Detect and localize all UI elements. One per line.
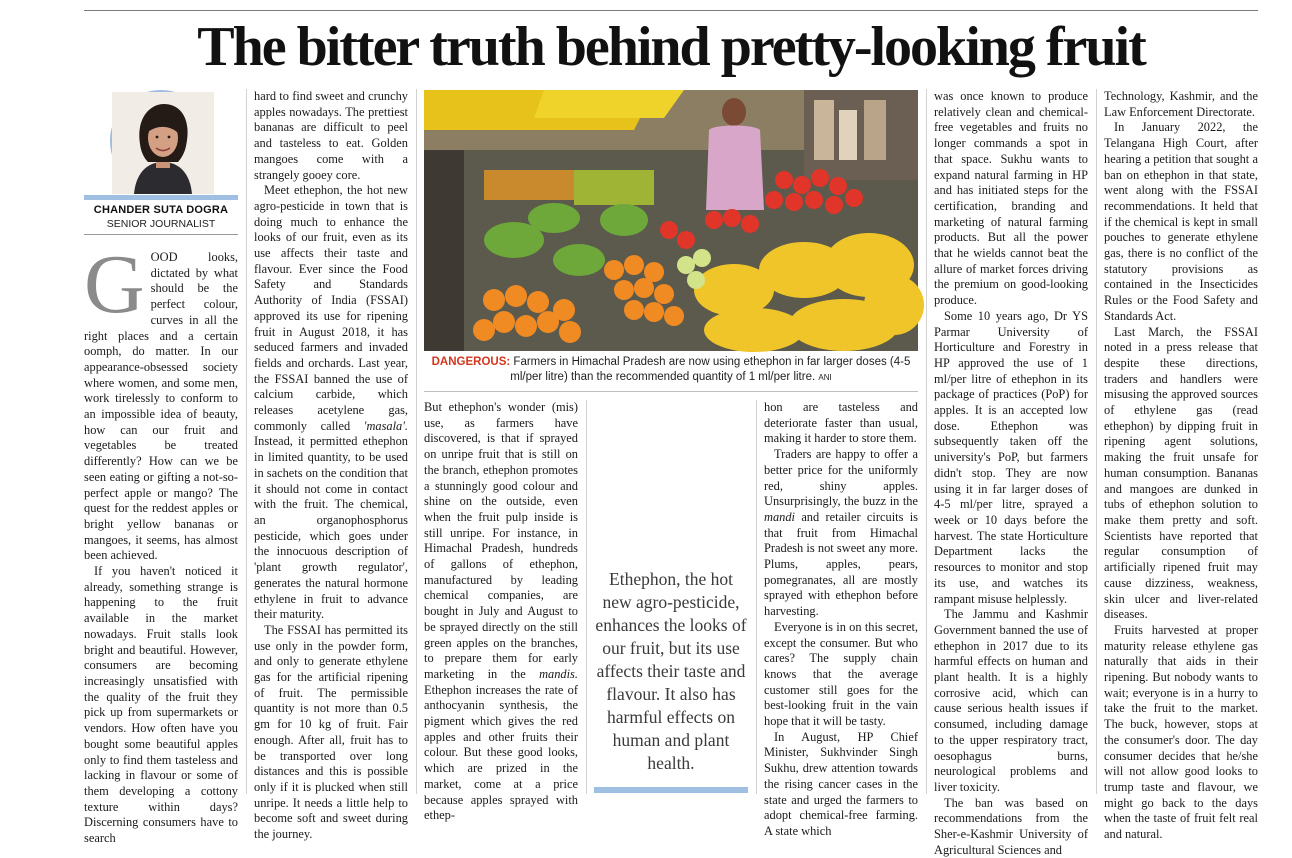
column-divider [756, 400, 757, 794]
caption-text: Farmers in Himachal Pradesh are now using ethephon in far larger doses (4-5 ml/per litre) than the recommended quantity of 1 ml/per litre. [510, 356, 911, 383]
author-divider [84, 234, 238, 235]
column-divider [926, 89, 927, 794]
column-divider [1096, 89, 1097, 794]
paragraph: In August, HP Chief Minister, Sukhvinder Singh Sukhu, drew attention towards the rising cancer cases in the state and urged the farmers to adopt chemical-free farming. A state which [764, 729, 918, 838]
paragraph: In January 2022, the Telangana High Court, after hearing a petition that sought a ban on ethephon in that state, went along with the FSSAI recommendations. It held that if the chemical is kept in small pouches to generate ethylene gas, there is no conflict of the statutory provisions as contained in the Insecticides Rules or the Food Safety and Standards Act. [1104, 120, 1258, 323]
paragraph: Fruits harvested at proper maturity release ethylene gas naturally that aids in their ripening. But nobody wants to wait; everyone is in a hurry to take the fruit to the market. The buck, however, stops at the consumer's door. The day consumer decides that he/she will not allow good looks to trump taste and flavour, we might go back to the days when the taste of fruit felt real and natural. [1104, 622, 1258, 842]
headline: The bitter truth behind pretty-looking fruit [197, 16, 1145, 78]
caption-credit: ANI [818, 373, 832, 382]
column-3 [424, 400, 578, 823]
drop-cap: G [84, 238, 145, 331]
author-name: CHANDER SUTA DOGRA [93, 204, 229, 216]
paragraph: The Jammu and Kashmir Government banned the use of ethephon in 2017 due to its harmful effects on human and plant health. It is a highly corrosive acid, which can cause serious health issues if consumed, including damage to the upper respiratory tract, oesophagus burns, neurological problems and liver toxicity. [934, 607, 1088, 794]
pull-quote-rule [594, 787, 748, 793]
paragraph: was once known to produce relatively clean and chemical-free vegetables and fruits no longer commands a spot in that space. Sukhu wants to expand natural farming in HP and has initiated steps for the certification, branding and marketing of natural farming products. But all the power that he wields cannot beat the allure of market forces driving the premium on good-looking produce. [934, 89, 1088, 308]
author-role: SENIOR JOURNALIST [106, 218, 216, 230]
caption-tag: DANGEROUS: [431, 356, 511, 368]
column-4 [764, 400, 918, 838]
paragraph: The ban was based on recommendations from the Sher-e-Kashmir University of Agricultural Sciences and [934, 795, 1088, 857]
author-accent-rule [84, 195, 238, 200]
paragraph: hon are tasteless and deteriorate faster than usual, making it harder to store them. [764, 400, 918, 446]
column-6 [1104, 89, 1258, 842]
market-photo [424, 90, 918, 351]
photo-caption [424, 355, 918, 385]
column-divider [586, 400, 587, 794]
column-divider [416, 89, 417, 794]
top-rule [84, 10, 1258, 11]
paragraph: The FSSAI has permitted its use only in the powder form, and only to generate ethylene gas for the artificial ripening of fruit. The permissible quantity is not more than 0.5 gm for 10 kg of fruit. Fair enough. After all, fruit has to be transported over long distances and this is possible only if it is plucked when still unripe. It needs a little help to become soft and sweet during the journey. [254, 622, 408, 842]
column-1 [84, 238, 238, 846]
intro-paragraph [84, 238, 238, 564]
author-portrait-icon [112, 92, 214, 194]
column-divider [246, 89, 247, 794]
paragraph: Last March, the FSSAI noted in a press release that despite these directions, traders and handlers were misusing the approved sources of ethylene gas (read ethephon) by dipping fruit in ripening agent solutions, making the fruit unsafe for human consumption. Bananas and mangoes are dunked in tubs of ethephon solution to make them pretty and soft. Scientists have reported that regular consumption of artificially ripened fruit may cause dizziness, weakness, skin ulcer and liver-related diseases. [1104, 324, 1258, 622]
intro-text: OOD looks, dictated by what should be the perfect colour, curves in all the right places and a certain oomph, do matter. In our appearance-obsessed society where women, and some men, work tirelessly to conform to an impossible idea of beauty, how can our fruit and vegetables be treated differently? How can we be seen eating or gifting a not-so-perfect apple or mango? The quest for the reddest apples or bright yellow bananas or mangoes, it seems, has almost been achieved. [84, 250, 238, 563]
column-5 [934, 89, 1088, 857]
column-2 [254, 89, 408, 842]
pull-quote: Ethephon, the hot new agro-pesticide, enhances the looks of our fruit, but its use affects their taste and flavour. It also has harmful effects on human and plant health. [595, 569, 747, 773]
paragraph: If you haven't noticed it already, something strange is happening to the fruit available in the market nowadays. Fruit stalls look bright and beautiful. However, consumers are becoming increasingly unsatisfied with the quality of the fruit they pick up from supermarkets or vendors. How often have you bought some beautiful apples only to find them tasteless and lacking in flavour or some of them developing a cottony texture within days? Discerning consumers have to search [84, 564, 238, 846]
paragraph: But ethephon's wonder (mis) use, as farmers have discovered, is that if sprayed on unripe fruit that is still on the branch, ethephon promotes a stunningly good colour and shine on the outside, even when the fruit pulp inside is still unripe. For instance, in Himachal Pradesh, hundreds of gallons of ethephon, manufactured by leading chemical companies, are bought in July and August to be sprayed directly on the still green apples on the branches, to prepare them for early marketing in the mandis. Ethephon increases the rate of anthocyanin synthesis, the pigment which gives the red apples and other fruits their colour. But these good looks, which are prized in the market, come at a price because apples sprayed with ethep- [424, 400, 578, 823]
paragraph: Meet ethephon, the hot new agro-pesticide in town that is doing much to enhance the looks of our fruit, even as its use affects their taste and flavour. Ever since the Food Safety and Standards Authority of India (FSSAI) approved its use for ripening fruit in August 2018, it has seduced farmers and invaded fields and orchards. Last year, the FSSAI banned the use of calcium carbide, which releases acetylene gas, commonly called 'masala'. Instead, it permitted ethephon in limited quantity, to be used in sachets on the condition that it should not come in contact with the fruit. The chemical, an organophosphorus pesticide, which goes under the innocuous description of 'plant growth regulator', generates the natural hormone ethylene in fruit to advance their maturity. [254, 183, 408, 622]
paragraph: Some 10 years ago, Dr YS Parmar University of Horticulture and Forestry in HP approved the use of 1 ml/per litre of ethephon in its package of practices (PoP) for apples. It is an accepted low dose. Ethephon was subsequently taken off the university's PoP, but farmers didn't stop. They are now using it in far larger doses of 4-5 ml/per litre, sprayed a week or 10 days before the harvest. The state Horticulture Department lacks the resources to monitor and stop its use, and watches its rampant misuse helplessly. [934, 308, 1088, 606]
paragraph: Traders are happy to offer a better price for the uniformly red, shiny apples. Unsurprisingly, the buzz in the mandi and retailer circuits is that fruit from Himachal Pradesh is not sweet any more. Plums, apples, pears, pomegranates, all are mostly sprayed with ethephon before harvesting. [764, 447, 918, 619]
paragraph: hard to find sweet and crunchy apples nowadays. The prettiest bananas are difficult to peel and tasteless to eat. Golden mangoes come with a strangely gooey core. [254, 89, 408, 182]
caption-divider [424, 391, 918, 392]
paragraph: Everyone is in on this secret, except the consumer. But who cares? The supply chain knows that the average customer still goes for the best-looking fruit in the vain hope that it will be tasty. [764, 619, 918, 729]
fruit-stall-photo-icon [424, 90, 918, 351]
paragraph: Technology, Kashmir, and the Law Enforcement Directorate. [1104, 89, 1258, 119]
author-avatar [110, 90, 212, 192]
